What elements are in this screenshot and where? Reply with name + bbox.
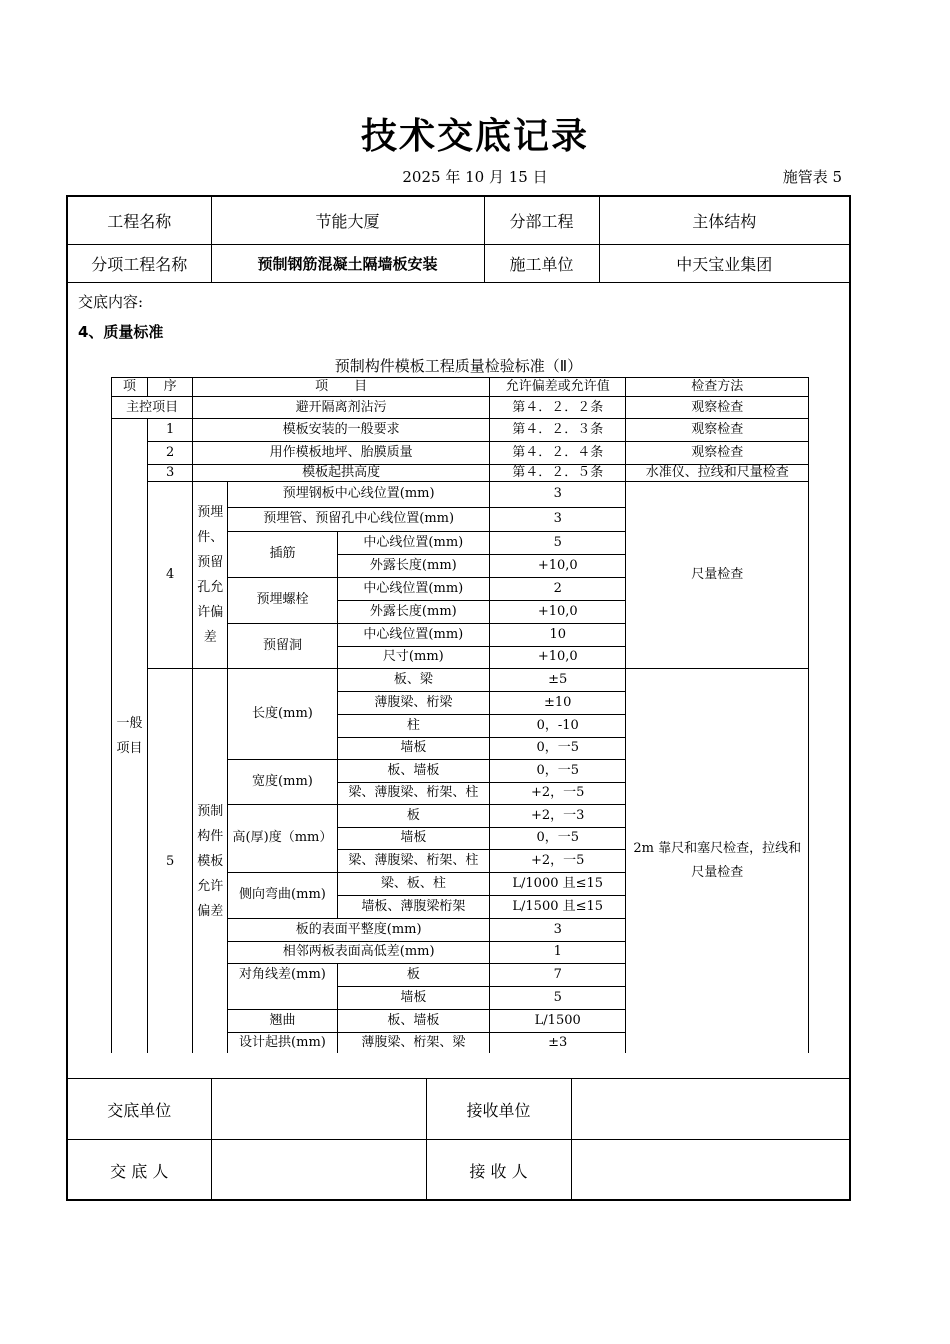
table-cell: 0，一5 <box>490 827 626 849</box>
group5-label: 预制构件模板允许偏差 <box>193 668 228 1053</box>
group4-label: 预埋件、预留孔允许偏差 <box>193 481 228 668</box>
table-cell: 7 <box>490 963 626 986</box>
header-table <box>68 197 849 283</box>
receiver-field[interactable] <box>571 1140 849 1201</box>
division-value: 主体结构 <box>599 197 849 244</box>
table-cell: 设计起拱(mm) <box>228 1032 337 1053</box>
table-cell: 第４．２．５条 <box>490 465 626 482</box>
quality-standard-table <box>111 377 809 1053</box>
table-cell: 高(厚)度（mm） <box>228 804 337 872</box>
table-cell: 第４．２．４条 <box>490 442 626 465</box>
main-control-label: 主控项目 <box>112 397 193 419</box>
issuer-field[interactable] <box>211 1140 426 1201</box>
table-cell: 翘曲 <box>228 1009 337 1032</box>
receiver-label: 接 收 人 <box>426 1140 571 1201</box>
standard-table-wrapper <box>111 377 809 1053</box>
table-cell: 1 <box>490 941 626 963</box>
table-cell: 4 <box>148 481 193 668</box>
header-cell: 序 <box>148 378 193 397</box>
record-frame <box>66 195 851 1201</box>
table-cell: 中心线位置(mm) <box>337 577 489 600</box>
table-cell: +2，一3 <box>490 804 626 827</box>
table-header-row <box>112 378 809 397</box>
table-row <box>112 419 809 442</box>
table-row <box>112 668 809 691</box>
table-cell: 墙板 <box>337 827 489 849</box>
table-cell: 5 <box>148 668 193 1053</box>
table-title: 预制构件模板工程质量检验标准（Ⅱ） <box>334 357 583 375</box>
table-cell: 宽度(mm) <box>228 759 337 804</box>
table-cell: +10,0 <box>490 554 626 577</box>
table-cell: 预埋管、预留孔中心线位置(mm) <box>228 507 490 531</box>
table-cell: 板 <box>337 963 489 986</box>
form-number: 施管表 5 <box>782 168 842 186</box>
table-cell: 0，一5 <box>490 737 626 759</box>
table-cell: 中心线位置(mm) <box>337 531 489 554</box>
table-cell: 5 <box>490 531 626 554</box>
table-cell: ±3 <box>490 1032 626 1053</box>
table-cell: 避开隔离剂沾污 <box>193 397 490 419</box>
table-cell: 板 <box>337 804 489 827</box>
table-cell: 10 <box>490 623 626 646</box>
receiver-unit-label: 接收单位 <box>426 1079 571 1140</box>
table-cell: 第４．２．２条 <box>490 397 626 419</box>
header-cell: 项 目 <box>193 378 490 397</box>
table-cell: 0，一5 <box>490 759 626 782</box>
table-cell: 观察检查 <box>626 419 809 442</box>
issuer-unit-field[interactable] <box>211 1079 426 1140</box>
table-cell: ±5 <box>490 668 626 691</box>
subitem-name-label: 分项工程名称 <box>68 244 211 282</box>
table-row <box>112 397 809 419</box>
table-cell: 3 <box>148 465 193 482</box>
table-cell: 观察检查 <box>626 397 809 419</box>
table-cell: 第４．２．３条 <box>490 419 626 442</box>
table-cell: 2m 靠尺和塞尺检查，拉线和尺量检查 <box>626 668 809 1053</box>
table-cell: +2，一5 <box>490 782 626 804</box>
table-cell: 中心线位置(mm) <box>337 623 489 646</box>
table-cell: 板、墙板 <box>337 759 489 782</box>
table-cell: 墙板 <box>337 737 489 759</box>
project-name-label: 工程名称 <box>68 197 211 244</box>
document-title: 技术交底记录 <box>360 116 589 157</box>
table-cell: 相邻两板表面高低差(mm) <box>228 941 490 963</box>
table-cell: 3 <box>490 918 626 941</box>
table-cell: 外露长度(mm) <box>337 554 489 577</box>
table-cell: +10,0 <box>490 600 626 623</box>
content-label: 交底内容: <box>78 293 144 311</box>
header-cell: 项 <box>112 378 148 397</box>
table-cell: 用作模板地坪、胎膜质量 <box>193 442 490 465</box>
division-label: 分部工程 <box>484 197 599 244</box>
document-date: 2025 年 10 月 15 日 <box>402 168 548 186</box>
subitem-name-value: 预制钢筋混凝土隔墙板安装 <box>211 244 484 282</box>
table-cell: 尺量检查 <box>626 481 809 668</box>
issuer-label: 交 底 人 <box>68 1140 211 1201</box>
project-name-value: 节能大厦 <box>211 197 484 244</box>
general-items-label: 一般项目 <box>112 419 148 1054</box>
table-cell: +2，一5 <box>490 849 626 872</box>
table-cell: 0，-10 <box>490 714 626 737</box>
contractor-value: 中天宝业集团 <box>599 244 849 282</box>
receiver-unit-field[interactable] <box>571 1079 849 1140</box>
table-cell: 墙板 <box>337 986 489 1009</box>
table-cell: +10,0 <box>490 646 626 668</box>
table-cell: 梁、板、柱 <box>337 872 489 895</box>
table-cell: 尺寸(mm) <box>337 646 489 668</box>
table-cell: 板的表面平整度(mm) <box>228 918 490 941</box>
table-cell: L/1500 且≤15 <box>490 895 626 918</box>
table-cell: 侧向弯曲(mm) <box>228 872 337 918</box>
table-cell: 模板起拱高度 <box>193 465 490 482</box>
table-cell: ±10 <box>490 691 626 714</box>
table-cell: 插筋 <box>228 531 337 577</box>
table-cell: 薄腹梁、桁架、梁 <box>337 1032 489 1053</box>
table-cell: 对角线差(mm) <box>228 963 337 1009</box>
contractor-label: 施工单位 <box>484 244 599 282</box>
table-cell: 观察检查 <box>626 442 809 465</box>
table-row <box>112 465 809 482</box>
table-row <box>112 442 809 465</box>
section-title: 4、质量标准 <box>78 323 164 341</box>
table-cell: 预留洞 <box>228 623 337 668</box>
header-cell: 允许偏差或允许值 <box>490 378 626 397</box>
table-cell: 预埋螺栓 <box>228 577 337 623</box>
table-cell: 预埋钢板中心线位置(mm) <box>228 481 490 507</box>
table-cell: 1 <box>148 419 193 442</box>
table-cell: 2 <box>148 442 193 465</box>
table-cell: 柱 <box>337 714 489 737</box>
header-cell: 检查方法 <box>626 378 809 397</box>
table-cell: 梁、薄腹梁、桁架、柱 <box>337 782 489 804</box>
table-cell: 外露长度(mm) <box>337 600 489 623</box>
table-cell: 墙板、薄腹梁桁架 <box>337 895 489 918</box>
table-cell: 水准仪、拉线和尺量检查 <box>626 465 809 482</box>
signature-table <box>68 1078 849 1201</box>
table-cell: L/1000 且≤15 <box>490 872 626 895</box>
issuer-unit-label: 交底单位 <box>68 1079 211 1140</box>
table-cell: 模板安装的一般要求 <box>193 419 490 442</box>
table-cell: L/1500 <box>490 1009 626 1032</box>
table-cell: 薄腹梁、桁梁 <box>337 691 489 714</box>
table-cell: 3 <box>490 481 626 507</box>
table-cell: 3 <box>490 507 626 531</box>
table-row <box>112 481 809 507</box>
table-cell: 5 <box>490 986 626 1009</box>
table-cell: 2 <box>490 577 626 600</box>
table-cell: 板、梁 <box>337 668 489 691</box>
table-cell: 长度(mm) <box>228 668 337 759</box>
table-cell: 板、墙板 <box>337 1009 489 1032</box>
table-cell: 梁、薄腹梁、桁架、柱 <box>337 849 489 872</box>
